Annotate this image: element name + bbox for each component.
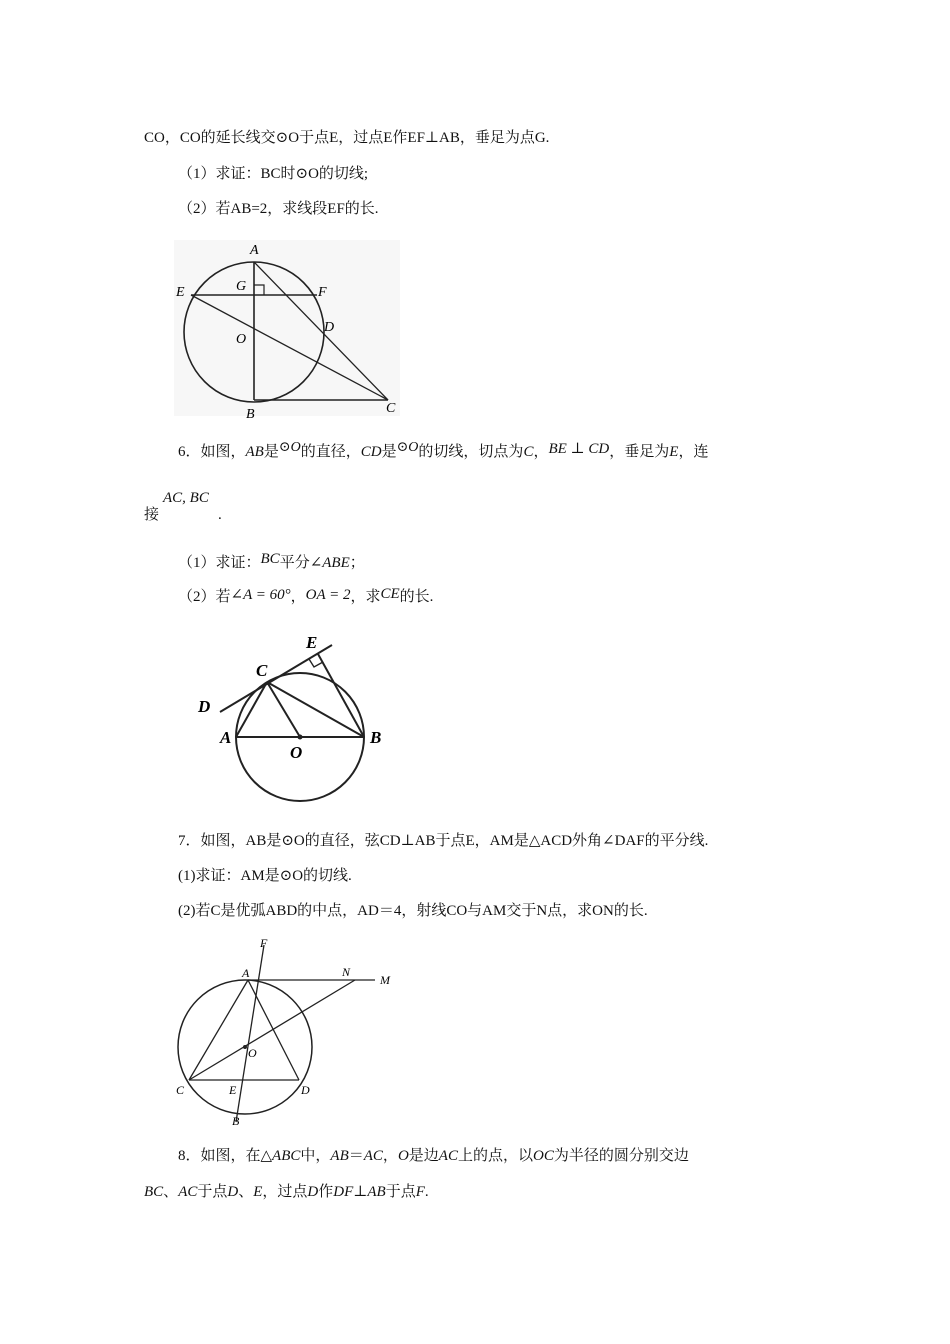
label-g: G bbox=[236, 279, 247, 294]
q5-part1: （1）求证：BC时⊙O的切线; bbox=[178, 166, 369, 182]
text: 是 bbox=[381, 444, 397, 460]
math-ac: AC bbox=[363, 1148, 383, 1164]
text: ⊥ bbox=[353, 1184, 368, 1200]
label-a: A bbox=[220, 728, 232, 747]
label-e: E bbox=[229, 1083, 237, 1097]
q8-line2 bbox=[144, 1182, 429, 1202]
text: 的长. bbox=[399, 589, 434, 605]
text: 8．如图，在△ bbox=[178, 1148, 273, 1164]
label-o: O bbox=[290, 743, 303, 762]
q7-intro: 7．如图，AB是⊙O的直径，弦CD⊥AB于点E，AM是△ACD外角∠DAF的平分线. bbox=[178, 833, 709, 849]
math-abc: ABC bbox=[272, 1148, 301, 1164]
text: 为半径的圆分别交边 bbox=[553, 1148, 689, 1164]
label-d: D bbox=[324, 320, 335, 335]
q6-figure bbox=[192, 626, 402, 808]
math-df: DF bbox=[333, 1184, 354, 1200]
math-be-perp-cd: BE ⊥ CD bbox=[548, 441, 610, 457]
label-o: O bbox=[248, 1046, 257, 1060]
math-oa: OA = 2 bbox=[305, 587, 351, 603]
math-e: E bbox=[253, 1184, 263, 1200]
text: 的直径， bbox=[300, 444, 361, 460]
label-c: C bbox=[386, 401, 396, 416]
tangent-line-dc bbox=[220, 645, 332, 712]
text: ， bbox=[290, 589, 306, 605]
ray-co-n bbox=[189, 980, 355, 1080]
math-ac: AC bbox=[178, 1184, 198, 1200]
text: （2）若 bbox=[178, 589, 231, 605]
label-b: B bbox=[246, 407, 255, 420]
center-dot bbox=[243, 1045, 247, 1049]
segment-ac bbox=[189, 980, 248, 1080]
text: ， bbox=[382, 1148, 398, 1164]
line-fab bbox=[236, 945, 264, 1122]
segment-ca bbox=[236, 682, 267, 737]
label-a: A bbox=[242, 966, 250, 980]
segment-ad bbox=[248, 980, 299, 1080]
math-e: E bbox=[669, 444, 679, 460]
text: ，过点 bbox=[262, 1184, 308, 1200]
label-o: O bbox=[236, 332, 247, 347]
text: 是边 bbox=[408, 1148, 439, 1164]
label-m: M bbox=[380, 973, 390, 987]
text: ，连 bbox=[678, 444, 709, 460]
q7-part1: (1)求证：AM是⊙O的切线. bbox=[178, 868, 352, 884]
q8-line1 bbox=[178, 1146, 689, 1166]
label-e: E bbox=[306, 633, 318, 652]
text: （1）求证： bbox=[178, 555, 261, 571]
text: 的切线，切点为 bbox=[418, 444, 524, 460]
math-bc: BC bbox=[260, 551, 280, 567]
q7-part2: (2)若C是优弧ABD的中点，AD＝4，射线CO与AM交于N点，求ON的长. bbox=[178, 903, 648, 919]
text: ，求 bbox=[350, 589, 381, 605]
math-d: D bbox=[227, 1184, 239, 1200]
label-b: B bbox=[370, 728, 382, 747]
text: 作 bbox=[318, 1184, 334, 1200]
text: 、 bbox=[163, 1184, 179, 1200]
label-n: N bbox=[342, 965, 351, 979]
q6-part2 bbox=[178, 587, 433, 607]
text: 平分 bbox=[279, 555, 310, 571]
text: ，垂足为 bbox=[609, 444, 670, 460]
math-ab: AB bbox=[367, 1184, 386, 1200]
center-dot bbox=[298, 735, 303, 740]
label-f: F bbox=[260, 936, 268, 950]
math-oc: OC bbox=[532, 1148, 554, 1164]
label-c: C bbox=[256, 661, 268, 680]
text: 、 bbox=[238, 1184, 254, 1200]
text: 是 bbox=[263, 444, 279, 460]
label-d: D bbox=[301, 1083, 310, 1097]
q6-line1 bbox=[178, 442, 708, 463]
math-d: D bbox=[307, 1184, 319, 1200]
text: 6．如图， bbox=[178, 444, 246, 460]
math-ce: CE bbox=[380, 586, 400, 602]
q5-intro: CO，CO的延长线交⊙O于点E，过点E作EF⊥AB，垂足为点G. bbox=[144, 130, 550, 146]
label-d: D bbox=[198, 697, 211, 716]
text: 上的点，以 bbox=[457, 1148, 533, 1164]
math-ab: AB bbox=[245, 444, 264, 460]
q6-jie: 接 bbox=[144, 507, 160, 523]
q5-figure bbox=[170, 236, 410, 420]
math-o: O bbox=[397, 1148, 409, 1164]
label-b: B bbox=[232, 1114, 240, 1128]
math-f: F bbox=[415, 1184, 425, 1200]
text: 于点 bbox=[385, 1184, 416, 1200]
q5-part2: （2）若AB=2，求线段EF的长. bbox=[178, 201, 379, 217]
q6-dot: . bbox=[218, 507, 222, 523]
math-angle-a: ∠A = 60° bbox=[230, 587, 291, 603]
text: 中， bbox=[300, 1148, 331, 1164]
label-c: C bbox=[176, 1083, 185, 1097]
text: ＝ bbox=[348, 1148, 364, 1164]
math-c: C bbox=[523, 444, 534, 460]
q6-part1 bbox=[178, 553, 365, 573]
text: . bbox=[424, 1184, 429, 1200]
math-circle-o: ⊙O bbox=[278, 440, 301, 455]
text: 于点 bbox=[197, 1184, 228, 1200]
math-ab: AB bbox=[330, 1148, 349, 1164]
text: ， bbox=[533, 444, 549, 460]
text: ； bbox=[349, 555, 365, 571]
figure-background bbox=[174, 240, 400, 416]
label-a: A bbox=[250, 243, 259, 258]
q7-figure bbox=[170, 932, 405, 1128]
label-e: E bbox=[176, 285, 185, 300]
math-cd: CD bbox=[360, 444, 382, 460]
label-f: F bbox=[318, 285, 327, 300]
math-ac-bc: AC, BC bbox=[163, 490, 209, 506]
math-ac: AC bbox=[438, 1148, 458, 1164]
math-circle-o: ⊙O bbox=[396, 440, 419, 455]
math-bc: BC bbox=[144, 1184, 164, 1200]
math-angle-abe: ∠ABE bbox=[309, 555, 350, 571]
